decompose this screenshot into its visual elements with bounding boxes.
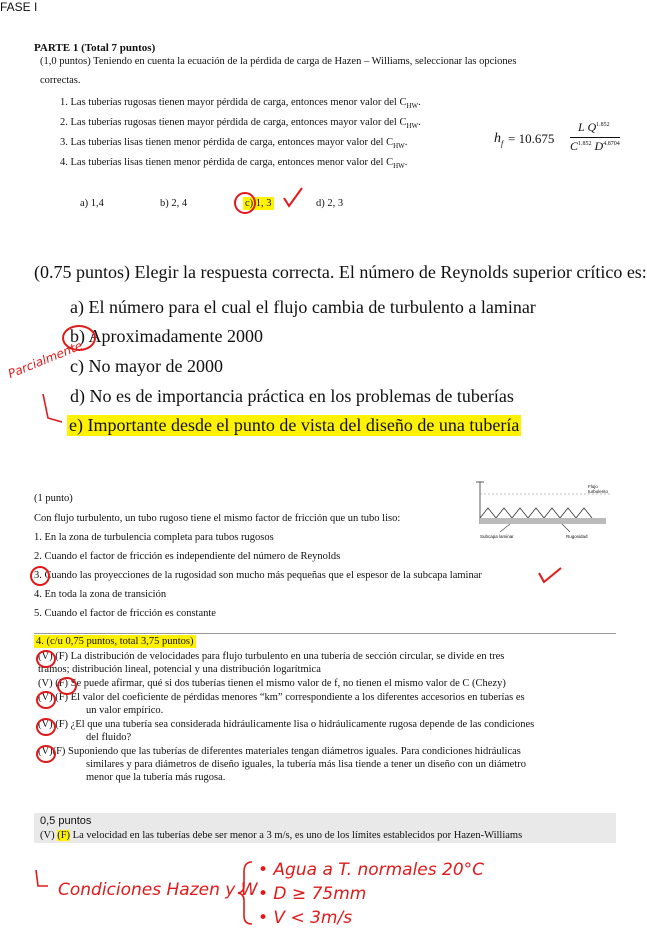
friction-option-2: 2. Cuando el factor de fricción es independiente del número de Reynolds	[34, 551, 341, 562]
friction-option-1: 1. En la zona de turbulencia completa para tubos rugosos	[34, 532, 274, 543]
friction-option-4: 4. En toda la zona de transición	[34, 589, 167, 600]
part1-option-c: c) 1, 3	[245, 198, 272, 209]
q4-item-1: (V) (F) La distribución de velocidades para flujo turbulento en una tubería de sección circular, se divide en tres	[38, 651, 505, 662]
answer-circle	[57, 677, 77, 695]
q4-header: 4. (c/u 0,75 puntos, total 3,75 puntos)	[36, 636, 194, 647]
q5-statement: (V) (F) La velocidad en las tuberías debe ser menor a 3 m/s, es uno de los límites establecidos por Hazen-Williams	[40, 830, 523, 841]
answer-circle	[234, 192, 256, 214]
part1-option-a: a) 1,4	[80, 198, 104, 209]
reynolds-option-b: b) Aproximadamente 2000	[70, 326, 263, 346]
reynolds-option-d: d) No es de importancia práctica en los problemas de tuberías	[70, 386, 514, 406]
q4-item-5-cont2: menor que la tubería más rugosa.	[86, 772, 226, 783]
roughness-figure: Subcapa laminar Rugosidad Flujo turbulento	[480, 484, 609, 539]
handwritten-annotation: Parcialmente	[6, 338, 85, 381]
handwritten-condition-3: • V < 3m/s	[258, 908, 353, 928]
answer-circle	[36, 691, 56, 709]
reynolds-option-c: c) No mayor de 2000	[70, 356, 223, 376]
handwritten-title: Condiciones Hazen y W	[58, 880, 258, 900]
q4-item-4-cont: del fluido?	[86, 732, 132, 743]
part1-intro-line1: (1,0 puntos) Teniendo en cuenta la ecuación de la pérdida de carga de Hazen – Williams, seleccionar las opciones	[40, 56, 517, 67]
q4-item-4: (V) (F) ¿El que una tubería sea considerada hidráulicamente lisa o hidráulicamente rugosa depende de las condiciones	[38, 719, 535, 730]
reynolds-option-a: a) El número para el cual el flujo cambia de turbulento a laminar	[70, 297, 536, 317]
friction-option-3: 3. Cuando las proyecciones de la rugosidad son mucho más pequeñas que el espesor de la subcapa laminar	[34, 570, 482, 581]
part1-statement-3: 3. Las tuberías lisas tienen menor pérdida de carga, entonces mayor valor del $C_{HW}$.	[60, 137, 408, 151]
friction-question: Con flujo turbulento, un tubo rugoso tiene el mismo factor de fricción que un tubo liso:	[34, 513, 401, 524]
answer-circle	[36, 745, 56, 763]
handwritten-condition-2: • D ≥ 75mm	[258, 884, 367, 904]
part1-title: PARTE 1 (Total 7 puntos)	[34, 42, 156, 54]
q4-item-3-cont: un valor empírico.	[86, 705, 164, 716]
answer-circle	[36, 650, 56, 668]
answer-circle	[30, 566, 50, 586]
friction-option-5: 5. Cuando el factor de fricción es constante	[34, 608, 216, 619]
checkmark-icon	[282, 186, 304, 210]
q5-points: 0,5 puntos	[40, 815, 92, 827]
q4-item-5-cont: similares y para diámetros de diseño iguales, la tubería más lisa tiende a tener un diseño con un diámetro	[86, 759, 526, 770]
part1-statement-1: 1. Las tuberías rugosas tienen mayor pérdida de carga, entonces menor valor del $C_{HW}$.	[60, 97, 421, 111]
brace-icon	[236, 860, 256, 926]
part1-option-b: b) 2, 4	[160, 198, 188, 209]
arrow-icon	[40, 392, 66, 432]
answer-circle	[36, 718, 56, 736]
q4-item-1-cont: tramos; distribución lineal, potencial y una distribución logarítmica	[38, 664, 321, 675]
hazen-williams-formula: $h_f$ = 10.675 L $Q^{1.852}$ $C^{1.852}$ $D^{4.8704}$	[494, 120, 620, 153]
q4-item-2: (V) (F) Se puede afirmar, qué si dos tuberías tienen el mismo valor de f, no tienen el mismo valor de C (Chezy)	[38, 678, 506, 689]
handwritten-condition-1: • Agua a T. normales 20°C	[258, 860, 485, 880]
part1-intro-line2: correctas.	[40, 75, 81, 86]
checkmark-icon	[536, 563, 564, 585]
friction-points: (1 punto)	[34, 493, 73, 504]
arrow-icon	[32, 868, 50, 892]
part1-statement-4: 4. Las tuberías lisas tienen menor pérdida de carga, entonces menor valor del $C_{HW}$.	[60, 157, 408, 171]
part1-option-d: d) 2, 3	[316, 198, 344, 209]
phase-label: FASE I	[0, 0, 38, 14]
part1-statement-2: 2. Las tuberías rugosas tienen mayor pérdida de carga, entonces mayor valor del $C_{HW}$.	[60, 117, 421, 131]
reynolds-question: (0.75 puntos) Elegir la respuesta correcta. El número de Reynolds superior crítico es:	[34, 262, 647, 282]
q4-item-3: (V) (F) El valor del coeficiente de pérdidas menores “km” correspondiente a los diferentes accesorios en tuberías es	[38, 692, 525, 703]
q4-item-5: (V)(F) Suponiendo que las tuberías de diferentes materiales tengan diámetros iguales. Para condiciones hidráulicas	[38, 746, 521, 757]
reynolds-option-e: e) Importante desde el punto de vista del diseño de una tubería	[69, 415, 520, 435]
